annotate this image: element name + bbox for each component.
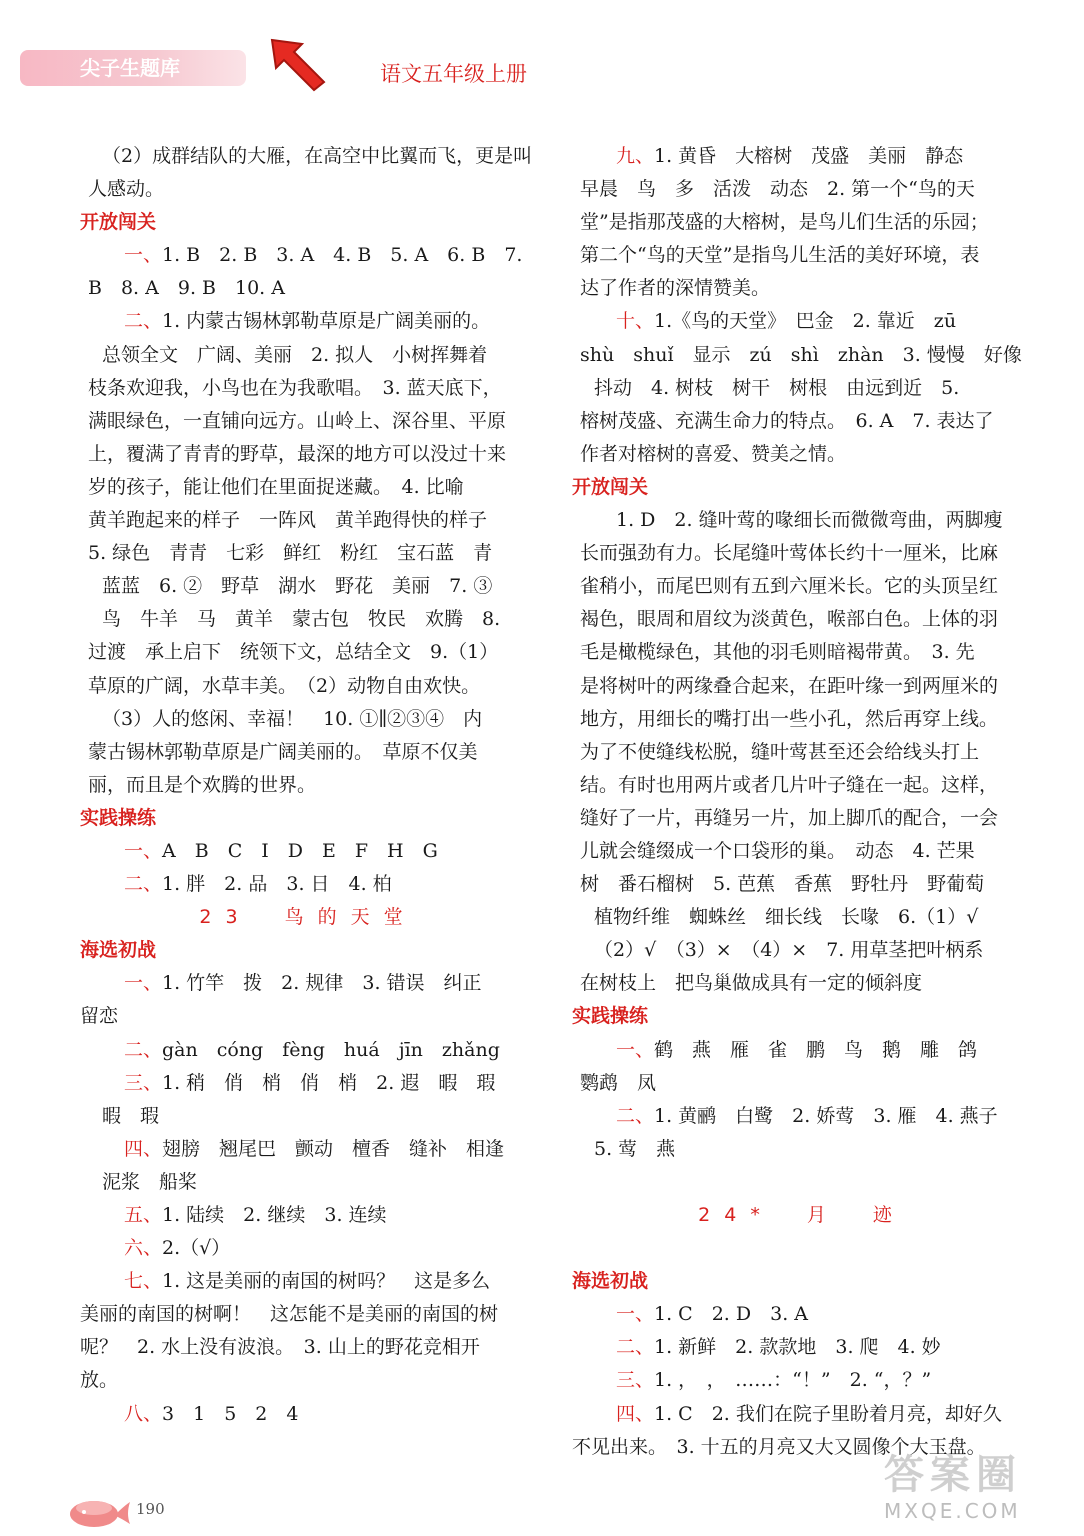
section-heading: 实践操练: [80, 806, 157, 829]
answer-line: [80, 868, 536, 901]
answer-line: 是将树叶的两缘叠合起来，在距叶缘一到两厘米的: [580, 674, 999, 697]
blank-line: [572, 1232, 1032, 1265]
answer-line: 鹦鹉 凤: [580, 1071, 657, 1094]
answer-line: [572, 1398, 1032, 1431]
answer-line: 丽，而且是个欢腾的世界。: [88, 773, 317, 796]
answer-line: 缝好了一片，再缝另一片，加上脚爪的配合，一会: [580, 806, 999, 829]
answer-line: B 8. A 9. B 10. A: [88, 277, 285, 300]
item-number: 五、: [124, 1204, 163, 1226]
answer-line: 结。有时也用两片或者几片叶子缝在一起。这样，: [580, 773, 999, 796]
answer-text: 1. 这是美丽的南国的树吗？ 这是多么: [162, 1270, 491, 1293]
item-number: 七、: [124, 1270, 163, 1293]
item-number: 四、: [124, 1137, 163, 1160]
answer-text: 1. 胖 2. 品 3. 日 4. 柏: [162, 873, 392, 896]
answer-line: 蓝蓝 6. ② 野草 湖水 野花 美丽 7. ③: [102, 575, 493, 598]
answer-line: [80, 1067, 536, 1100]
item-number: 一、: [124, 972, 163, 995]
item-number: 三、: [124, 1071, 163, 1094]
right-column: [572, 140, 1032, 1464]
answer-text: gàn cóng fèng huá jīn zhǎng: [162, 1038, 500, 1061]
answer-line: 堂”是指那茂盛的大榕树，是鸟儿们生活的乐园；: [580, 211, 989, 234]
answer-text: 1. 新鲜 2. 款款地 3. 爬 4. 妙: [654, 1336, 941, 1359]
answer-text: 1. C 2. 我们在院子里盼着月亮，却好久: [654, 1402, 1002, 1425]
answer-line: 蒙古锡林郭勒草原是广阔美丽的。 草原不仅美: [88, 740, 478, 763]
answer-text: 1. 竹竿 拨 2. 规律 3. 错误 纠正: [162, 972, 482, 995]
page-number: 190: [136, 1500, 165, 1518]
answer-line: 在树枝上 把鸟巢做成具有一定的倾斜度: [580, 972, 923, 995]
item-number: 一、: [124, 244, 163, 267]
answer-line: 暇 瑕: [102, 1104, 160, 1127]
answer-line: [572, 1298, 1032, 1331]
answer-text: 1. 稍 俏 梢 俏 梢 2. 遐 暇 瑕: [162, 1071, 496, 1094]
answer-line: [80, 1133, 536, 1166]
blank-line: [572, 1166, 1032, 1199]
answer-line: 第二个“鸟的天堂”是指鸟儿生活的美好环境，表: [580, 244, 980, 267]
answer-line: 地方，用细长的嘴打出一些小孔，然后再穿上线。: [580, 707, 999, 730]
item-number: 九、: [616, 145, 655, 167]
brand-banner: 尖子生题库: [20, 50, 246, 86]
answer-text: 1. 陆续 2. 继续 3. 连续: [162, 1204, 387, 1226]
answer-text: 3 1 5 2 4: [162, 1402, 299, 1425]
answer-line: 枝条欢迎我，小鸟也在为我歌唱。 3. 蓝天底下，: [88, 376, 502, 399]
lesson-title: 23 鸟的天堂: [199, 906, 417, 929]
item-number: 八、: [124, 1402, 163, 1425]
item-number: 一、: [124, 839, 163, 862]
answer-line: 呢？ 2. 水上没有波浪。 3. 山上的野花竞相开: [80, 1336, 480, 1359]
answer-line: [80, 1034, 536, 1067]
answer-line: 为了不使缝线松脱，缝叶莺甚至还会给线头打上: [580, 740, 980, 763]
answer-line: [572, 1100, 1032, 1133]
answer-line: 过渡 承上启下 统领下文，总结全文 9.（1）: [88, 641, 499, 664]
left-column: [80, 140, 536, 1431]
answer-line: shù shuǐ 显示 zú shì zhàn 3. 慢慢 好像: [580, 343, 1022, 366]
answer-text: 1. 黄昏 大榕树 茂盛 美丽 静态: [654, 145, 964, 167]
answer-line: [572, 305, 1032, 338]
item-number: 一、: [616, 1303, 655, 1326]
answer-line: 草原的广阔，水草丰美。 （2）动物自由欢快。: [88, 674, 481, 697]
item-number: 二、: [124, 310, 163, 333]
answer-line: 儿就会缝缀成一个口袋形的巢。 动态 4. 芒果: [580, 839, 975, 862]
answer-line: 抖动 4. 树枝 树干 树根 由远到近 5.: [594, 376, 960, 399]
item-number: 四、: [616, 1402, 655, 1425]
lesson-title: 24* 月 迹: [698, 1204, 906, 1226]
answer-line: 留恋: [80, 1005, 119, 1028]
answer-line: 雀稍小，而尾巴则有五到六厘米长。它的头顶呈红: [580, 575, 999, 598]
answer-line: [80, 835, 536, 868]
answer-text: 1. 黄鹂 白鹭 2. 娇莺 3. 雁 4. 燕子: [654, 1104, 998, 1127]
watermark-url: MXQE.COM: [884, 1499, 1021, 1523]
answer-line: [80, 305, 536, 338]
answer-line: （3）人的悠闲、幸福！ 10. ①∥②③④ 内: [102, 707, 483, 730]
answer-line: 毛是橄榄绿色，其他的羽毛则暗褐带黄。 3. 先: [580, 641, 975, 664]
item-number: 二、: [124, 873, 163, 896]
whale-icon: [68, 1494, 132, 1528]
answer-line: 长而强劲有力。长尾缝叶莺体长约十一厘米，比麻: [580, 542, 999, 565]
answer-line: 美丽的南国的树啊！ 这怎能不是美丽的南国的树: [80, 1303, 499, 1326]
answer-line: [80, 1232, 536, 1265]
item-number: 二、: [616, 1336, 655, 1359]
section-heading: 海选初战: [572, 1270, 649, 1293]
answer-line: [80, 967, 536, 1000]
answer-line: [572, 1034, 1032, 1067]
answer-text: 1. B 2. B 3. A 4. B 5. A 6. B 7.: [162, 244, 523, 267]
answer-line: 榕树茂盛、充满生命力的特点。 6. A 7. 表达了: [580, 409, 994, 432]
section-heading: 开放闯关: [572, 475, 649, 498]
answer-line: 植物纤维 蜘蛛丝 细长线 长喙 6.（1）√: [594, 906, 979, 929]
answer-line: 达了作者的深情赞美。: [580, 277, 771, 300]
answer-line: [80, 239, 536, 272]
arrow-icon: [268, 36, 328, 92]
section-heading: 海选初战: [80, 939, 157, 962]
answer-line: 5. 绿色 青青 七彩 鲜红 粉红 宝石蓝 青: [88, 542, 493, 565]
item-number: 十、: [616, 310, 655, 333]
answer-line: （2）√ （3）× （4）× 7. 用草茎把叶柄系: [594, 939, 984, 962]
answer-line: 树 番石榴树 5. 芭蕉 香蕉 野牡丹 野葡萄: [580, 873, 985, 896]
answer-text: 1. 内蒙古锡林郭勒草原是广阔美丽的。: [162, 310, 491, 333]
answer-line: [80, 1265, 536, 1298]
answer-line: （2）成群结队的大雁，在高空中比翼而飞，更是叫: [102, 145, 533, 167]
answer-text: 1. ， ， ……：“！” 2. “，？”: [654, 1369, 932, 1392]
answer-line: 泥浆 船桨: [102, 1170, 198, 1193]
answer-line: 不见出来。 3. 十五的月亮又大又圆像个大玉盘。: [572, 1435, 986, 1458]
answer-line: 1. D 2. 缝叶莺的喙细长而微微弯曲，两脚瘦: [616, 509, 1003, 532]
answer-text: A B C I D E F H G: [162, 839, 438, 862]
answer-line: 满眼绿色，一直铺向远方。山岭上、深谷里、平原: [88, 409, 507, 432]
item-number: 二、: [124, 1038, 163, 1061]
watermark: [884, 1452, 1062, 1530]
answer-line: [80, 1199, 536, 1232]
item-number: 三、: [616, 1369, 655, 1392]
answer-text: 1.《鸟的天堂》 巴金 2. 靠近 zū: [654, 310, 957, 333]
answer-line: 上，覆满了青青的野草，最深的地方可以没过十来: [88, 442, 507, 465]
section-heading: 开放闯关: [80, 211, 157, 234]
answer-line: 作者对榕树的喜爱、赞美之情。: [580, 442, 847, 465]
answer-line: 总领全文 广阔、美丽 2. 拟人 小树挥舞着: [102, 343, 488, 366]
item-number: 一、: [616, 1038, 655, 1061]
answer-line: 岁的孩子，能让他们在里面捉迷藏。 4. 比喻: [88, 475, 464, 498]
answer-line: 黄羊跑起来的样子 一阵风 黄羊跑得快的样子: [88, 509, 488, 532]
answer-line: 人感动。: [88, 178, 165, 201]
answer-text: 翅膀 翘尾巴 颤动 檀香 缝补 相逢: [162, 1137, 505, 1160]
answer-line: [572, 140, 1032, 173]
answer-text: 2.（√）: [162, 1237, 231, 1260]
answer-line: [572, 1364, 1032, 1397]
answer-line: 5. 莺 燕: [594, 1137, 676, 1160]
section-heading: 实践操练: [572, 1005, 649, 1028]
answer-line: [80, 1398, 536, 1431]
item-number: 六、: [124, 1237, 163, 1260]
item-number: 二、: [616, 1104, 655, 1127]
watermark-logo-text: 答案圈: [884, 1452, 1022, 1498]
answer-text: 1. C 2. D 3. A: [654, 1303, 809, 1326]
answer-line: 褐色，眼周和眉纹为淡黄色，喉部白色。上体的羽: [580, 608, 999, 631]
answer-line: 放。: [80, 1369, 119, 1392]
answer-line: 早晨 鸟 多 活泼 动态 2. 第一个“鸟的天: [580, 178, 975, 201]
book-title: 语文五年级上册: [380, 62, 527, 86]
answer-line: 鸟 牛羊 马 黄羊 蒙古包 牧民 欢腾 8.: [102, 608, 501, 631]
answer-text: 鹤 燕 雁 雀 鹏 鸟 鹅 雕 鸽: [654, 1038, 978, 1061]
answer-line: [572, 1331, 1032, 1364]
